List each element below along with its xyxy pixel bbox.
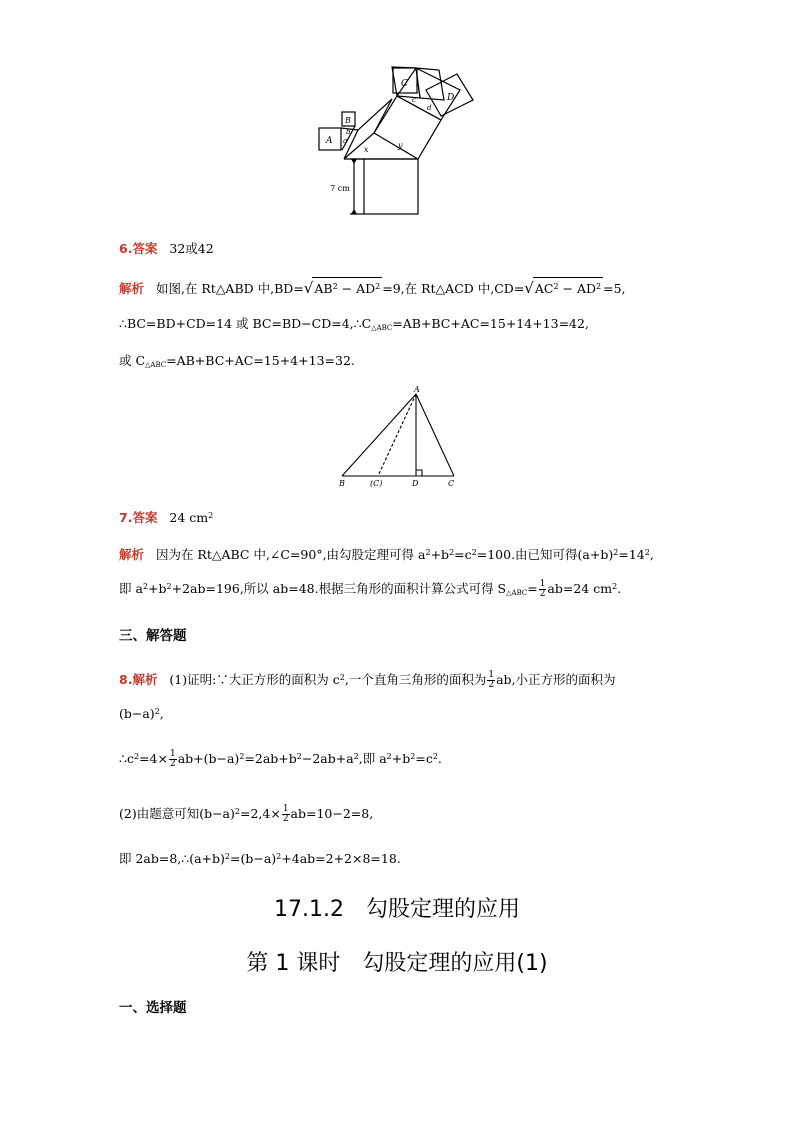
q8-text: ab=10−2=8, [290, 806, 374, 821]
q8-text: (b−a) [119, 706, 155, 721]
fig1-label-d: d [427, 104, 432, 112]
q8-fraction: $\frac{1}{2}$ [488, 670, 495, 690]
q7-text: 即 a [119, 581, 143, 596]
q8-text: =4× [139, 751, 168, 766]
q8-fraction: $\frac{1}{2}$ [169, 749, 176, 769]
section-title: 17.1.2 勾股定理的应用 [274, 897, 520, 922]
q8-text: ab,小正方形的面积为 [496, 672, 616, 687]
q6-analysis-line-3 [119, 352, 355, 374]
q8-number: 8. [119, 672, 133, 687]
q8-text: (1)证明:∵大正方形的面积为 c [169, 672, 340, 687]
fig1-label-y: y [398, 141, 403, 150]
fig1-label-B: B [345, 116, 351, 125]
q7-text: +2ab=196,所以 ab=48.根据三角形的面积计算公式可得 S [171, 581, 507, 596]
triangle-figure [332, 384, 462, 489]
q6-text: =5, [603, 281, 626, 296]
q8-analysis-line-5: 即 $2ab=8,\therefore(a+b)^2=(b-a)^2+4ab=2+2\times 8=18$. [119, 851, 401, 866]
q7-number: 7. [119, 510, 133, 525]
q8-text: +b [391, 751, 411, 766]
q7-text: . [617, 581, 622, 596]
q7-text: = [527, 581, 538, 596]
q8-text: ab+(b−a) [177, 751, 240, 766]
q6-text: 如图,在 Rt△ABD 中,BD= [155, 281, 304, 296]
fig1-label-a: a [343, 137, 348, 145]
q7-fraction: $\frac{1}{2}$ [539, 579, 546, 599]
q6-text: =AB+BC+AC=15+14+13=42, [392, 316, 589, 331]
q6-text: ∴BC=BD+CD=14 或 BC=BD−CD=4,∴C [119, 316, 372, 331]
q6-analysis-line-2 [119, 315, 589, 337]
fig1-label-b: b [346, 128, 351, 136]
q8-analysis-label: 解析 [132, 672, 158, 687]
q7-answer-value: 24 cm [169, 510, 209, 525]
q8-text: . [437, 751, 442, 766]
q7-analysis-line-1: 解析 因为在 Rt△ABC 中,∠C=90°,由勾股定理可得 $a^2+b^2=c^2=100$.由已知可得$(a+b)^2=14^2$, [119, 547, 654, 562]
lesson-title: 第 1 课时 勾股定理的应用(1) [246, 951, 548, 976]
q6-subscript: △ABC [371, 324, 393, 332]
q6-radicand: AC [534, 281, 554, 296]
q8-text: +4ab=2+2×8=18. [281, 851, 401, 866]
q7-analysis-label: 解析 [119, 547, 145, 562]
q8-text: =2,4× [239, 806, 281, 821]
q7-text: =14 [618, 547, 645, 562]
q8-analysis-line-1: 8.解析 (1)证明:∵大正方形的面积为 $c^2$,一个直角三角形的面积为 $\frac{1}{2}$ ab,小正方形的面积为 [119, 670, 616, 690]
q8-text: =c [415, 751, 433, 766]
q7-text: =100.由已知可得(a+b) [476, 547, 614, 562]
q6-text: =9,在 Rt△ACD 中,CD= [382, 281, 525, 296]
fig2-label-D: D [412, 479, 419, 488]
q8-text: , [159, 706, 164, 721]
q6-radicand: − AD [558, 281, 597, 296]
q6-answer-value: 32或42 [169, 241, 214, 256]
q6-answer-line [119, 240, 214, 258]
q6-subscript: △ABC [145, 361, 167, 369]
q8-text: =(b−a) [230, 851, 277, 866]
fig1-label-c: c [412, 96, 416, 104]
q7-answer-line: 7.答案 24 $cm^2$ [119, 510, 214, 525]
q8-analysis-line-4: (2)由题意可知$(b-a)^2=2,4\times$ $\frac{1}{2}$ ab=10−2=8, [119, 804, 374, 824]
fig1-label-x: x [364, 145, 369, 154]
fig2-label-B: B [339, 479, 345, 488]
fig2-label-C-paren: (C) [370, 479, 383, 488]
q7-answer-label: 答案 [132, 510, 158, 525]
q8-text: ,一个直角三角形的面积为 [344, 672, 487, 687]
q8-text: ,即 a [358, 751, 387, 766]
section-heading-3: 三、解答题 [119, 628, 187, 644]
fig1-label-A: A [326, 136, 333, 146]
q6-analysis-label: 解析 [119, 281, 145, 296]
q8-text: 即 2ab=8,∴(a+b) [119, 851, 225, 866]
pythagoras-squares-figure [310, 64, 510, 219]
q7-text: ab=24 cm [547, 581, 613, 596]
q8-analysis-line-2: $(b-a)^2$, [119, 706, 164, 721]
fig2-label-A: A [414, 385, 420, 394]
fig2-label-C: C [448, 479, 455, 488]
q7-analysis-line-2: 即 $a^2+b^2+2ab=196$,所以 ab=48.根据三角形的面积计算公式可得 $S_{\triangle ABC}=$ $\frac{1}{2}$ ab=24 $cm^2$. [119, 579, 622, 599]
q7-text: =c [454, 547, 472, 562]
q8-analysis-line-3: $\therefore c^2=4\times$ $\frac{1}{2}$ $ab+(b-a)^2=2ab+b^2-2ab+a^2$,即 $a^2+b^2=c^2$. [119, 749, 442, 769]
fig1-label-C: C [401, 79, 408, 89]
q8-text: =2ab+b [244, 751, 297, 766]
q8-text: ∴c [119, 751, 134, 766]
q8-fraction: $\frac{1}{2}$ [282, 804, 289, 824]
q6-radicand: AB [314, 281, 333, 296]
q6-answer-label: 答案 [132, 241, 158, 256]
q7-text: +b [148, 581, 167, 596]
q6-text: 或 C [119, 353, 146, 368]
q6-radicand: − AD [337, 281, 376, 296]
q6-number: 6. [119, 241, 133, 256]
q6-analysis-line-1: 解析 如图,在 Rt△ABD 中$,BD=√AB^2 - AD^2 =9$,在 Rt△ACD 中$,CD=√AC^2 - AD^2 =5$, [119, 279, 626, 297]
fig1-label-D: D [447, 93, 455, 103]
q8-text: (2)由题意可知(b−a) [119, 806, 235, 821]
q8-text: −2ab+a [301, 751, 354, 766]
q7-text: 因为在 Rt△ABC 中,∠C=90°,由勾股定理可得 a [155, 547, 426, 562]
q7-text: , [649, 547, 654, 562]
q6-text: =AB+BC+AC=15+4+13=32. [166, 353, 355, 368]
fig1-dimension-label: 7 cm [330, 184, 350, 193]
section-heading-1: 一、选择题 [119, 1000, 187, 1016]
q7-text: +b [430, 547, 450, 562]
q7-subscript: △ABC [506, 589, 528, 597]
